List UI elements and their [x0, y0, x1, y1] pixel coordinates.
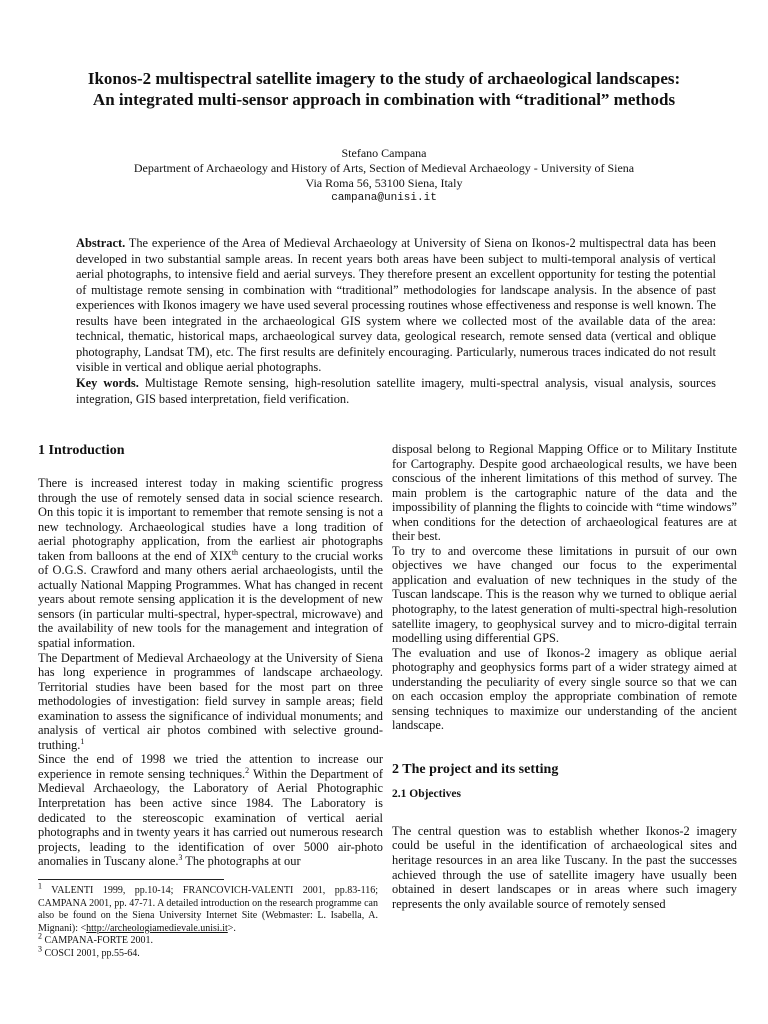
abstract-label: Abstract. [76, 236, 126, 250]
keywords-label: Key words. [76, 376, 139, 390]
footnote-1: $^1$ VALENTI 1999, pp.10-14; FRANCOVICH-VALENTI 2001, pp.83-116; CAMPANA 2001, pp. 47-71. A detailed introduction on the research programme can also be found on the Siena University Internet Site (Webmaster: L. Isabella, A. Mignani): <http://archeologiamedievale.unisi.it>. [38, 881, 378, 934]
paragraph: The central question was to establish whether Ikonos-2 imagery could be useful in the identification of archaeological sites and heritage resources in an area like Tuscany. In the past the successes achieved through the use of satellite imagery have usually been obtained in desert landscapes or in areas where such imagery represents the only available source of remotely sensed [392, 823, 737, 911]
author-block [40, 146, 728, 206]
keywords [76, 376, 716, 407]
paragraph: There is increased interest today in making scientific progress through the use of remotely sensed data in social science research. On this topic it is important to remember that remote sensing is not a new technology. Archaeological studies have a long tradition of aerial photography application, from the earliest air photographs taken from balloons at the end of XIXth century to the crucial works of O.G.S. Crawford and many others aerial archaeologists, until the actually National Mapping Programmes. What has changed in recent years about remote sensing application it is the development of new sensors (in particular multi-spectral, hyper-spectral, microwave) and the availability of new tools for the management and integration of spatial information. [38, 476, 383, 651]
paragraph: To try to and overcome these limitations in pursuit of our own objectives we have changed our focus to the experimental application and evaluation of new techniques in the study of the Tuscan landscape. This is the reason why we turned to oblique aerial photography, to the latest generation of multi-spectral high-resolution satellite imagery, to geophysical survey and to micro-digital terrain modelling using differential GPS. [392, 543, 737, 646]
footnote-ref-3: 3 [178, 853, 183, 863]
title-line-1: Ikonos-2 multispectral satellite imagery to the study of archaeological landscapes: [87, 69, 681, 88]
abstract [76, 236, 716, 376]
section-heading-project: 2 The project and its setting [392, 761, 559, 777]
footnote-link[interactable]: http://archeologiamedievale.unisi.it [86, 922, 228, 934]
title-line-2: An integrated multi-sensor approach in combination with “traditional” methods [92, 90, 676, 109]
left-column [38, 442, 383, 869]
subsection-heading-objectives: 2.1 Objectives [392, 787, 461, 800]
paragraph: The Department of Medieval Archaeology at the University of Siena has long experience in programmes of landscape archaeology. Territorial studies have been based for the most part on three methodologies of investigation: field survey in sample areas; field examination to assess the significance of individual monuments; and analysis of vertical air photos combined with selective ground-truthing.$^1$ [38, 650, 383, 752]
superscript: th [231, 547, 239, 557]
footnote-2: $^2$ CAMPANA-FORTE 2001. [38, 932, 153, 947]
paragraph: disposal belong to Regional Mapping Office or to Military Institute for Cartography. Despite good archaeological results, we have been conscious of the inherent limitations of this method of survey. The main problem is the cartographic nature of the data and the impossibility of planning the flights to coincide with “time windows” when conditions for the detection of archaeological features are at their best. [392, 442, 737, 544]
author-name: Stefano Campana [341, 146, 427, 160]
paragraph: The evaluation and use of Ikonos-2 imagery as oblique aerial photography and geophysics forms part of a wider strategy aimed at understanding the peculiarity of every single source so that we can on each occasion employ the appropriate combination of remote sensing techniques to maximize our understanding of the ancient landscape. [392, 645, 737, 733]
footnote-ref-1: 1 [80, 736, 85, 746]
footnotes [38, 881, 378, 961]
section-heading-introduction: 1 Introduction [38, 443, 125, 458]
right-column [392, 442, 737, 911]
paragraph: Since the end of 1998 we tried the attention to increase our experience in remote sensing techniques.$^2$ Within the Department of Medieval Archaeology, the Laboratory of Aerial Photographic Interpretation has been active since 1984. The Laboratory is dedicated to the stereoscopic examination of vertical aerial photographs and in twenty years it has carried out numerous research projects, leading to the identification of over 5000 air-photo anomalies in Tuscany alone.$^3$ The photographs at our [38, 752, 383, 869]
footnote-divider [38, 879, 224, 880]
footnote-3: $^3$ COSCI 2001, pp.55-64. [38, 944, 140, 959]
keywords-text: Multistage Remote sensing, high-resolution satellite imagery, multi-spectral analysis, visual analysis, sources integration, GIS based interpretation, field verification. [76, 376, 716, 406]
author-affiliation: Department of Archaeology and History of Arts, Section of Medieval Archaeology - University of Siena [133, 161, 635, 175]
paper-title [40, 68, 728, 110]
author-address: Via Roma 56, 53100 Siena, Italy [305, 176, 463, 190]
author-email: campana@unisi.it [331, 192, 437, 204]
footnote-ref-2: 2 [245, 765, 250, 775]
abstract-text: The experience of the Area of Medieval Archaeology at University of Siena on Ikonos-2 multispectral data has been developed in two substantial sample areas. In recent years both areas have been subject to multi-temporal analysis of vertical aerial photographs, to intensive field and aerial surveys. They therefore present an excellent opportunity for testing the potential of multistage remote sensing in combination with “traditional” methodologies for landscape analysis. In the absence of past experiences with Ikonos imagery we have used several processing routines whose effectiveness and response is well known. The results have been integrated in the archaeological GIS system where we collected most of the available data of the area: technical, thematic, historical maps, archaeological survey data, geological research, remote sensed data (vertical and oblique photography, Landsat TM), etc. The first results are definitely encouraging. Particularly, numerous traces indicated do not result visible in vertical and oblique aerial photographs. [76, 236, 716, 374]
